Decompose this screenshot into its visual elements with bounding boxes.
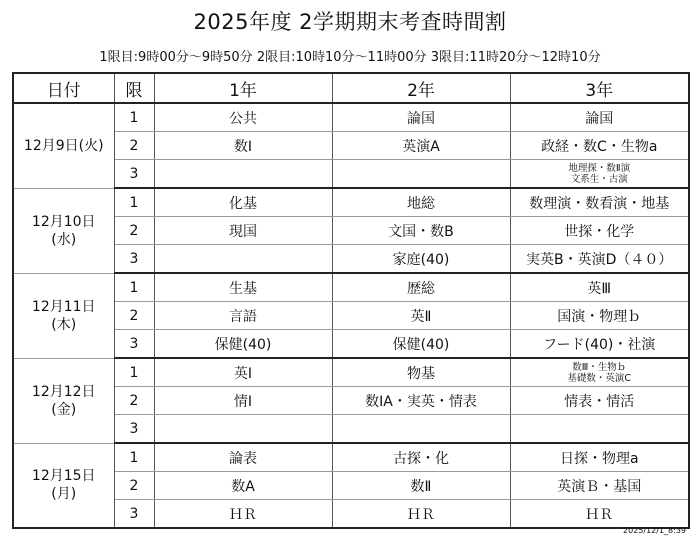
header-date: 日付 [13,73,114,103]
weekday-text: (水) [51,231,77,248]
grade3-subject-line2: 文系生・古演 [570,173,628,185]
grade3-subject-cell: 日探・物理a [510,443,689,472]
table-row [13,103,689,132]
table-row [13,330,689,359]
period-cell: 3 [114,500,154,529]
grade2-subject-cell: 英Ⅱ [332,302,510,330]
period-times: 1限目:9時00分～9時50分 2限目:10時10分～11時00分 3限目:11時20分～12時10分 [99,50,601,65]
table-row [13,188,689,217]
grade3-subject-cell [510,160,689,189]
grade1-subject-cell: 英Ⅰ [154,358,332,387]
timestamp: 2025/12/1_8:39 [623,526,686,535]
grade3-subject-cell [510,415,689,444]
table-row [13,443,689,472]
grade3-subject-cell: ＨＲ [510,500,689,529]
period-cell: 1 [114,103,154,132]
period-cell: 2 [114,217,154,245]
grade3-subject-cell [510,358,689,387]
table-row [13,472,689,500]
header-grade3: 3年 [510,73,689,103]
grade2-subject-cell: 保健(40) [332,330,510,359]
page-title: 2025年度 2学期期末考査時間割 [193,10,507,34]
grade2-subject-cell: ＨＲ [332,500,510,529]
date-text: 12月11日 [31,298,96,315]
grade2-subject-cell: 文国・数B [332,217,510,245]
table-row [13,387,689,415]
date-text: 12月12日 [31,383,96,400]
grade2-subject-cell: 地総 [332,188,510,217]
weekday-text: (木) [51,316,77,333]
grade3-subject-line1: 数Ⅲ・生物ｂ [572,361,627,373]
grade2-subject-cell: 英演A [332,132,510,160]
grade3-subject-cell: 実英B・英演D（４０） [510,245,689,274]
grade3-subject-cell: フード(40)・社演 [510,330,689,359]
table-row [13,132,689,160]
header-period: 限 [114,73,154,103]
header-grade2: 2年 [332,73,510,103]
grade1-subject-cell: 化基 [154,188,332,217]
period-cell: 2 [114,472,154,500]
grade1-subject-cell: 情Ⅰ [154,387,332,415]
grade1-subject-cell [154,245,332,274]
grade1-subject-cell: 公共 [154,103,332,132]
header-row [13,73,689,103]
grade1-subject-cell: ＨＲ [154,500,332,529]
table-row [13,245,689,274]
grade1-subject-cell: 生基 [154,273,332,302]
grade2-subject-cell: 物基 [332,358,510,387]
grade1-subject-cell [154,160,332,189]
table-row [13,217,689,245]
grade2-subject-cell: 論国 [332,103,510,132]
table-row [13,358,689,387]
period-cell: 2 [114,302,154,330]
table-row [13,500,689,529]
date-cell [13,358,114,443]
period-cell: 1 [114,188,154,217]
grade1-subject-cell: 言語 [154,302,332,330]
weekday-text: (月) [51,486,77,503]
period-cell: 3 [114,415,154,444]
grade2-subject-cell: 歴総 [332,273,510,302]
grade1-subject-cell: 論表 [154,443,332,472]
period-cell: 3 [114,330,154,359]
grade2-subject-cell: 数IA・実英・情表 [332,387,510,415]
date-text: 12月10日 [31,213,96,230]
grade3-subject-cell: 世探・化学 [510,217,689,245]
grade3-subject-cell: 論国 [510,103,689,132]
grade2-subject-cell: 古探・化 [332,443,510,472]
period-cell: 3 [114,160,154,189]
exam-schedule-table [12,72,690,529]
date-cell [13,273,114,358]
period-cell: 1 [114,443,154,472]
grade3-subject-cell: 英Ⅲ [510,273,689,302]
table-row [13,302,689,330]
grade1-subject-cell: 現国 [154,217,332,245]
grade2-subject-cell: 家庭(40) [332,245,510,274]
grade1-subject-cell: 数Ⅰ [154,132,332,160]
period-cell: 2 [114,132,154,160]
schedule-body [13,103,689,528]
date-text: 12月9日(火) [23,137,104,154]
grade3-subject-cell: 英演Ｂ・基国 [510,472,689,500]
grade1-subject-cell: 保健(40) [154,330,332,359]
grade2-subject-cell: 数Ⅱ [332,472,510,500]
period-cell: 3 [114,245,154,274]
date-cell [13,443,114,528]
date-cell [13,188,114,273]
grade3-subject-cell: 政経・数C・生物a [510,132,689,160]
grade1-subject-cell [154,415,332,444]
grade2-subject-cell [332,415,510,444]
grade3-subject-cell: 数理演・数看演・地基 [510,188,689,217]
grade2-subject-cell [332,160,510,189]
grade3-subject-line2: 基礎数・英演C [567,372,632,384]
grade3-subject-cell: 国演・物理ｂ [510,302,689,330]
grade3-subject-cell: 情表・情活 [510,387,689,415]
header-grade1: 1年 [154,73,332,103]
period-cell: 1 [114,273,154,302]
date-text: 12月15日 [31,468,96,485]
date-cell [13,103,114,188]
period-cell: 2 [114,387,154,415]
table-row [13,160,689,189]
grade1-subject-cell: 数A [154,472,332,500]
table-row [13,273,689,302]
period-cell: 1 [114,358,154,387]
weekday-text: (金) [51,401,77,418]
grade3-subject-line1: 地理探・数Ⅱ演 [568,162,631,174]
table-row [13,415,689,444]
